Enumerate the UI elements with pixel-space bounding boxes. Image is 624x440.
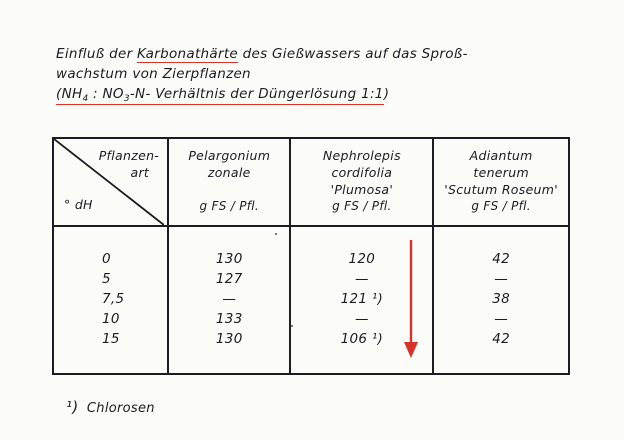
dh-value: 5 (102, 271, 111, 287)
nh-text: NH (61, 86, 83, 102)
corner-dh-label: ° dH (64, 197, 93, 212)
title-ratio-underlined (56, 86, 384, 105)
speck (275, 233, 277, 235)
values-row (53, 226, 569, 374)
col-name: 'Plumosa' (330, 182, 394, 197)
footnote-marker: ¹) (66, 398, 79, 416)
pelargonium-value: 130 (215, 251, 243, 267)
title-underlined-term: Karbonathärte (137, 46, 239, 62)
footnote-text: Chlorosen (86, 401, 155, 416)
corner-cell (53, 138, 168, 226)
no-text: NO (102, 86, 124, 102)
speck (291, 325, 293, 327)
nephrolepis-value: 106 ¹) (340, 331, 384, 347)
pelargonium-value: 133 (215, 311, 243, 327)
ratio-text: -N- Verhältnis der Düngerlösung (129, 86, 362, 102)
col-name: cordifolia (331, 165, 393, 180)
header-pelargonium (168, 138, 290, 226)
col-name: tenerum (473, 165, 529, 180)
subscript: 3 (123, 94, 130, 104)
ratio-value: 1:1 (361, 86, 384, 102)
col-name: 'Scutum Roseum' (444, 182, 558, 197)
col-unit: g FS / Pfl. (199, 199, 260, 213)
subscript: 4 (82, 94, 89, 104)
red-down-arrow-icon (402, 238, 420, 362)
col-unit: g FS / Pfl. (471, 199, 531, 213)
adiantum-value: — (494, 271, 509, 287)
adiantum-value: 42 (492, 331, 511, 347)
dh-value: 0 (102, 251, 111, 267)
results-table (52, 137, 570, 375)
col-name: Pelargonium (188, 148, 271, 163)
pelargonium-value: 130 (215, 331, 243, 347)
adiantum-value: 38 (492, 291, 511, 307)
footnote (66, 398, 155, 416)
nephrolepis-value: 120 (348, 251, 376, 267)
dh-column (53, 226, 168, 374)
dh-value: 7,5 (102, 291, 125, 307)
nephrolepis-value: 121 ¹) (340, 291, 384, 307)
header-nephrolepis (290, 138, 433, 226)
adiantum-value: 42 (492, 251, 511, 267)
adiantum-value: — (494, 311, 509, 327)
paren: ( (56, 86, 62, 102)
pelargonium-column (168, 226, 290, 374)
corner-top-text: Pflanzen- (98, 148, 160, 163)
title-line-3 (56, 86, 389, 105)
title-line-1 (56, 46, 468, 62)
adiantum-column (433, 226, 569, 374)
title-line-2 (56, 66, 251, 82)
col-name (169, 181, 289, 198)
separator: : (88, 86, 103, 102)
pelargonium-value: 127 (215, 271, 243, 287)
corner-plant-label (99, 147, 159, 181)
col-name: Nephrolepis (322, 148, 401, 163)
paren: ) (383, 86, 390, 102)
nephrolepis-value: — (354, 311, 369, 327)
col-unit: g FS / Pfl. (332, 199, 392, 213)
dh-value: 10 (102, 311, 120, 327)
title-text: wachstum von Zierpflanzen (56, 66, 251, 82)
dh-value: 15 (102, 331, 120, 347)
title-text: des Gießwassers auf das Sproß- (238, 46, 468, 62)
col-name: zonale (207, 165, 251, 180)
pelargonium-value: — (222, 291, 237, 307)
header-adiantum (433, 138, 569, 226)
title-text: Einfluß der (56, 46, 138, 62)
nephrolepis-value: — (354, 271, 369, 287)
header-row (53, 138, 569, 226)
col-name: Adiantum (469, 148, 533, 163)
corner-top2-text: art (130, 165, 150, 180)
